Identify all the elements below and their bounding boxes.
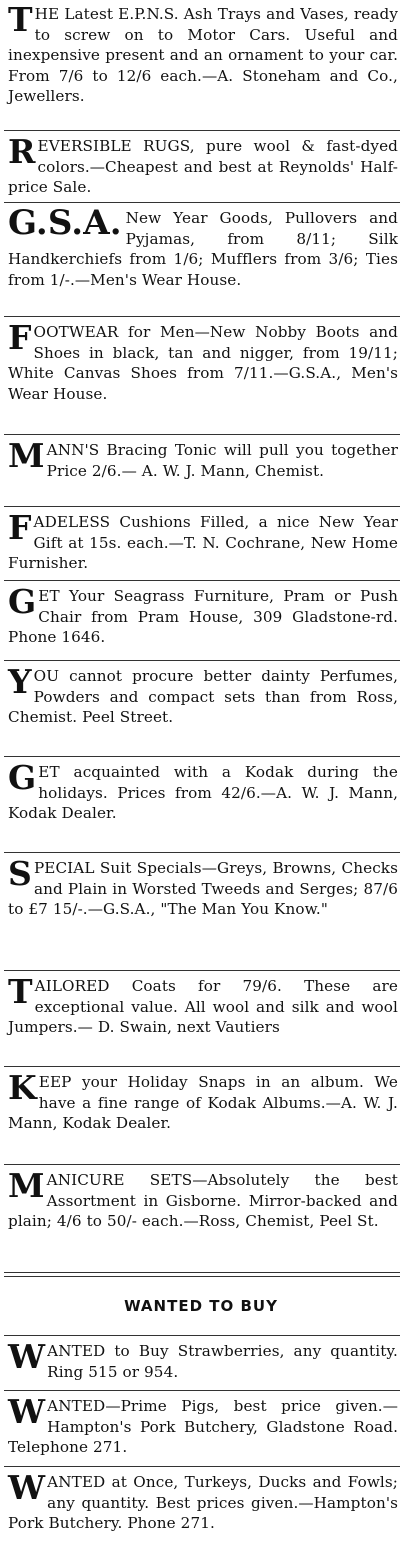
ad-kodak (0, 758, 402, 824)
ad-gsa-new-year (0, 203, 402, 290)
ad-text: PECIAL Suit Specials—Greys, Browns, Checks and Plain in Worsted Tweeds and Serges; 87/6 to £7 15/-.—G.S.A., "The Man You Know." (8, 859, 398, 918)
ad-manns-tonic (0, 436, 402, 481)
drop-cap: M (8, 1166, 45, 1205)
divider (4, 580, 400, 581)
wanted-pigs (0, 1392, 402, 1458)
drop-cap: Y (8, 662, 32, 701)
divider (4, 970, 400, 971)
ad-holiday-snaps (0, 1068, 402, 1134)
ad-text: EEP your Holiday Snaps in an album. We have a fine range of Kodak Albums.—A. W. J. Mann, Kodak Dealer. (8, 1073, 398, 1132)
drop-cap: M (8, 436, 45, 475)
drop-cap: G (8, 758, 37, 797)
divider (4, 506, 400, 507)
drop-cap: T (8, 972, 33, 1011)
ad-perfumes (0, 662, 402, 728)
ad-reversible-rugs (0, 132, 402, 198)
ad-suit-specials (0, 854, 402, 920)
divider (4, 1335, 400, 1336)
ad-text: AILORED Coats for 79/6. These are exceptional value. All wool and silk and wool Jumpers.— D. Swain, next Vautiers (8, 977, 398, 1036)
wanted-strawberries (0, 1337, 402, 1382)
drop-cap: S (8, 854, 32, 893)
ad-tailored-coats (0, 972, 402, 1038)
divider (4, 1164, 400, 1165)
divider (4, 316, 400, 317)
drop-cap: F (8, 318, 32, 357)
ad-footwear (0, 318, 402, 404)
drop-cap: W (8, 1337, 46, 1376)
ad-text: ANN'S Bracing Tonic will pull you together Price 2/6.— A. W. J. Mann, Chemist. (46, 441, 398, 480)
ad-manicure-sets (0, 1166, 402, 1232)
ad-fadeless-cushions (0, 508, 402, 574)
ad-text: EVERSIBLE RUGS, pure wool & fast-dyed colors.—Cheapest and best at Reynolds' Half-price Sale. (8, 137, 398, 196)
divider (4, 130, 400, 131)
ad-ash-trays (0, 0, 402, 107)
divider (4, 1466, 400, 1467)
drop-cap: W (8, 1392, 46, 1431)
divider (4, 1066, 400, 1067)
ad-text: ET acquainted with a Kodak during the holidays. Prices from 42/6.—A. W. J. Mann, Kodak Dealer. (8, 763, 398, 822)
drop-cap: F (8, 508, 32, 547)
wanted-poultry (0, 1468, 402, 1534)
divider (4, 434, 400, 435)
drop-cap: K (8, 1068, 37, 1107)
ad-text: OU cannot procure better dainty Perfumes, Powders and compact sets than from Ross, Chemist. Peel Street. (8, 667, 398, 726)
ad-text: ET Your Seagrass Furniture, Pram or Push Chair from Pram House, 309 Gladstone-rd. Phone 1646. (8, 587, 398, 646)
ad-text: New Year Goods, Pullovers and Pyjamas, from 8/11; Silk Handkerchiefs from 1/6; Mufflers from 3/6; Ties from 1/-.—Men's Wear House. (8, 209, 398, 289)
section-heading: WANTED TO BUY (124, 1297, 278, 1315)
ad-text: ADELESS Cushions Filled, a nice New Year Gift at 15s. each.—T. N. Cochrane, New Home Furnisher. (8, 513, 398, 572)
ad-text: ANTED to Buy Strawberries, any quantity. Ring 515 or 954. (47, 1342, 398, 1381)
divider (4, 756, 400, 757)
ad-text: HE Latest E.P.N.S. Ash Trays and Vases, ready to screw on to Motor Cars. Useful and inexpensive present and an ornament to your car. From 7/6 to 12/6 each.—A. Stoneham and Co., Jewellers. (8, 5, 398, 105)
ad-text: OOTWEAR for Men—New Nobby Boots and Shoes in black, tan and nigger, from 19/11; White Canvas Shoes from 7/11.—G.S.A., Men's Wear House. (8, 323, 398, 403)
divider (4, 1390, 400, 1391)
drop-cap: G.S.A. (8, 203, 122, 243)
ad-text: ANICURE SETS—Absolutely the best Assortment in Gisborne. Mirror-backed and plain; 4/6 to 50/- each.—Ross, Chemist, Peel St. (8, 1171, 398, 1230)
ad-text: ANTED—Prime Pigs, best price given.—Hampton's Pork Butchery, Gladstone Road. Telephone 271. (8, 1397, 398, 1456)
ad-seagrass-furniture (0, 582, 402, 648)
ad-text: ANTED at Once, Turkeys, Ducks and Fowls; any quantity. Best prices given.—Hampton's Pork Butchery. Phone 271. (8, 1473, 398, 1532)
drop-cap: W (8, 1468, 46, 1507)
section-divider (4, 1272, 400, 1277)
drop-cap: R (8, 132, 36, 171)
divider (4, 660, 400, 661)
divider (4, 852, 400, 853)
drop-cap: G (8, 582, 37, 621)
drop-cap: T (8, 0, 33, 39)
